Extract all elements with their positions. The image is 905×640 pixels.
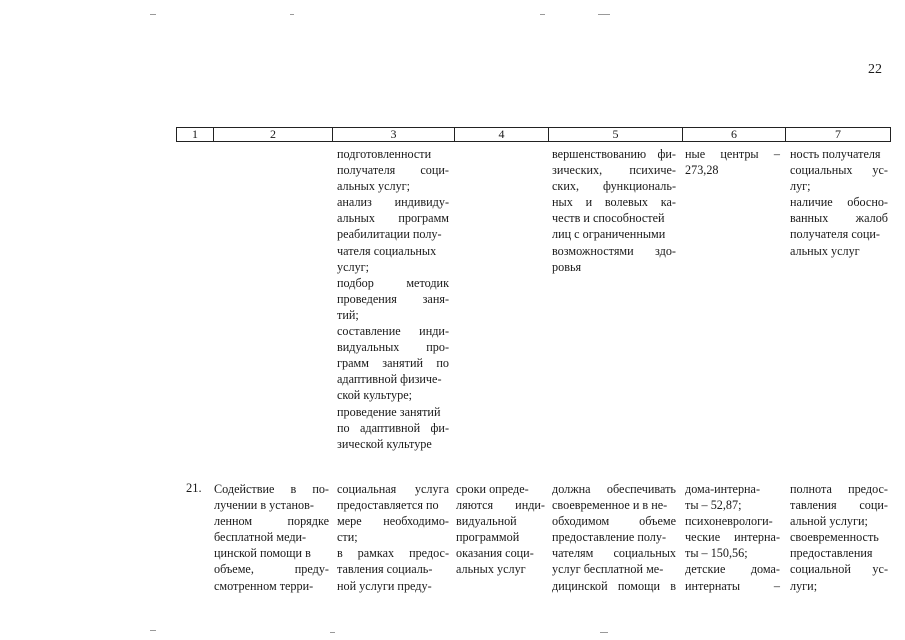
text-line: подготовленности — [337, 147, 432, 161]
text-line: лучении в установ- — [214, 498, 314, 513]
row21-col4 — [456, 481, 545, 578]
cont-row-col7 — [790, 146, 888, 259]
text-line: услуг; — [337, 259, 370, 274]
header-col-1: 1 — [177, 128, 214, 142]
text-line: дома-интерна- — [685, 482, 761, 496]
text-line: анализ индивиду- — [337, 195, 449, 210]
text-line: подбор методик — [337, 275, 449, 290]
page-number: 22 — [868, 62, 882, 77]
text-line: альных услуг — [456, 562, 526, 577]
row21-col7 — [790, 481, 888, 594]
text-line: тавления социаль- — [337, 562, 433, 577]
row21-col3 — [337, 481, 449, 594]
text-line: ровья — [552, 259, 582, 274]
text-line: сроки опреде- — [456, 482, 529, 496]
text-line: видуальной — [456, 514, 517, 529]
text-line: программой — [456, 530, 520, 545]
text-line: своевременность — [790, 530, 879, 545]
text-line: грамм занятий по — [337, 356, 449, 371]
text-line: луг; — [790, 179, 811, 194]
text-line: альных услуг — [790, 243, 860, 258]
row-number: 21. — [186, 481, 202, 495]
text-line: психоневрологи- — [685, 514, 773, 529]
text-line: зических, психиче- — [552, 163, 676, 178]
text-line: зической культуре — [337, 436, 432, 451]
text-line: честв и способностей — [552, 211, 665, 226]
text-line: ских, функциональ- — [552, 179, 676, 194]
text-line: вершенствованию фи- — [552, 147, 676, 161]
text-line: в рамках предос- — [337, 546, 449, 561]
text-line: тий; — [337, 307, 359, 322]
column-number-header — [176, 127, 891, 142]
text-line: полнота предос- — [790, 482, 888, 496]
text-line: видуальных про- — [337, 340, 449, 355]
text-line: социальной ус- — [790, 562, 888, 577]
text-line: чателям социальных — [552, 546, 676, 561]
text-line: ность получателя — [790, 147, 881, 161]
text-line: ной услуги преду- — [337, 578, 432, 593]
text-line: социальных ус- — [790, 163, 888, 178]
row21-col6 — [685, 481, 780, 594]
text-line: получателя соци- — [337, 163, 449, 178]
header-col-2: 2 — [214, 128, 333, 142]
text-line: дицинской помощи в — [552, 578, 676, 593]
text-line: ской культуре; — [337, 388, 413, 403]
text-line: возможностями здо- — [552, 243, 676, 258]
text-line: предоставления — [790, 546, 873, 561]
text-line: цинской помощи в — [214, 546, 311, 561]
text-line: интернаты – — [685, 578, 780, 593]
row21-col2 — [214, 481, 329, 594]
text-line: по адаптивной фи- — [337, 420, 449, 435]
row21-col5 — [552, 481, 676, 594]
text-line: оказания соци- — [456, 546, 534, 561]
text-line: Содействие в по- — [214, 482, 329, 496]
scan-artifact — [150, 630, 156, 631]
header-col-3: 3 — [333, 128, 455, 142]
text-line: социальная услуга — [337, 482, 449, 496]
text-line: лиц с ограниченными — [552, 227, 666, 242]
scan-artifact — [330, 632, 335, 633]
cont-row-col6 — [685, 146, 780, 178]
cont-row-col3 — [337, 146, 449, 452]
text-line: получателя соци- — [790, 227, 880, 242]
text-line: должна обеспечивать — [552, 482, 676, 496]
scan-artifact — [540, 14, 545, 15]
text-line: ты – 150,56; — [685, 546, 748, 561]
scan-artifact — [150, 14, 156, 15]
text-line: предоставление полу- — [552, 530, 667, 545]
scan-artifact — [598, 14, 610, 15]
text-line: ные центры – — [685, 147, 780, 161]
text-line: луги; — [790, 578, 818, 593]
text-line: обходимом объеме — [552, 514, 676, 529]
text-line: бесплатной меди- — [214, 530, 307, 545]
text-line: ных и волевых ка- — [552, 195, 676, 210]
text-line: ленном порядке — [214, 514, 329, 529]
cont-row-col5 — [552, 146, 676, 275]
header-col-4: 4 — [455, 128, 549, 142]
text-line: ляются инди- — [456, 498, 545, 513]
text-line: альных программ — [337, 211, 449, 226]
text-line: проведение занятий — [337, 404, 441, 419]
text-line: ты – 52,87; — [685, 498, 742, 513]
header-col-7: 7 — [786, 128, 891, 142]
text-line: альных услуг; — [337, 179, 411, 194]
scan-artifact — [600, 632, 608, 633]
text-line: смотренном терри- — [214, 578, 314, 593]
text-line: наличие обосно- — [790, 195, 888, 210]
text-line: тавления соци- — [790, 498, 888, 513]
text-line: мере необходимо- — [337, 514, 449, 529]
text-line: ванных жалоб — [790, 211, 888, 226]
text-line: адаптивной физиче- — [337, 372, 442, 387]
header-col-5: 5 — [549, 128, 683, 142]
text-line: альной услуги; — [790, 514, 868, 529]
text-line: объеме, преду- — [214, 562, 329, 577]
text-line: детские дома- — [685, 562, 780, 577]
text-line: сти; — [337, 530, 358, 545]
text-line: реабилитации полу- — [337, 227, 442, 242]
scan-artifact — [290, 14, 294, 15]
text-line: услуг бесплатной ме- — [552, 562, 664, 577]
text-line: составление инди- — [337, 324, 449, 339]
text-line: чателя социальных — [337, 243, 437, 258]
header-col-6: 6 — [683, 128, 786, 142]
text-line: проведения заня- — [337, 291, 449, 306]
text-line: своевременное и в не- — [552, 498, 668, 513]
text-line: предоставляется по — [337, 498, 439, 513]
text-line: ческие интерна- — [685, 530, 780, 545]
text-line: 273,28 — [685, 163, 719, 178]
